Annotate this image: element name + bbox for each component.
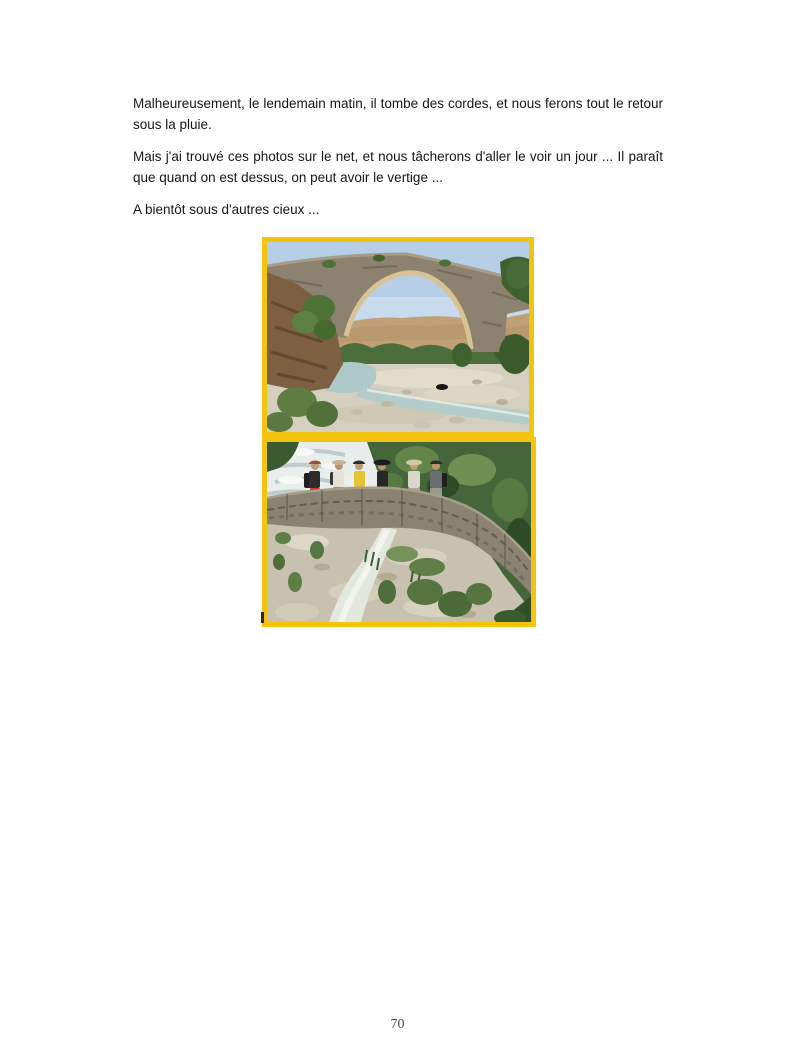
paragraph-2: Mais j'ai trouvé ces photos sur le net, et nous tâcherons d'aller le voir un jour ... Il paraît que quand on est dessus, on peut avoir le vertige ... [133, 149, 663, 185]
photo-hikers-on-bridge [262, 437, 536, 627]
page-number: 70 [390, 1017, 405, 1032]
text-block [133, 93, 663, 231]
paragraph-3: A bientôt sous d'autres cieux ... [133, 202, 320, 217]
stray-mark [261, 612, 264, 623]
paragraph-1: Malheureusement, le lendemain matin, il tombe des cordes, et nous ferons tout le retour sous la pluie. [133, 96, 663, 132]
photo-stone-arch-bridge [262, 237, 534, 437]
